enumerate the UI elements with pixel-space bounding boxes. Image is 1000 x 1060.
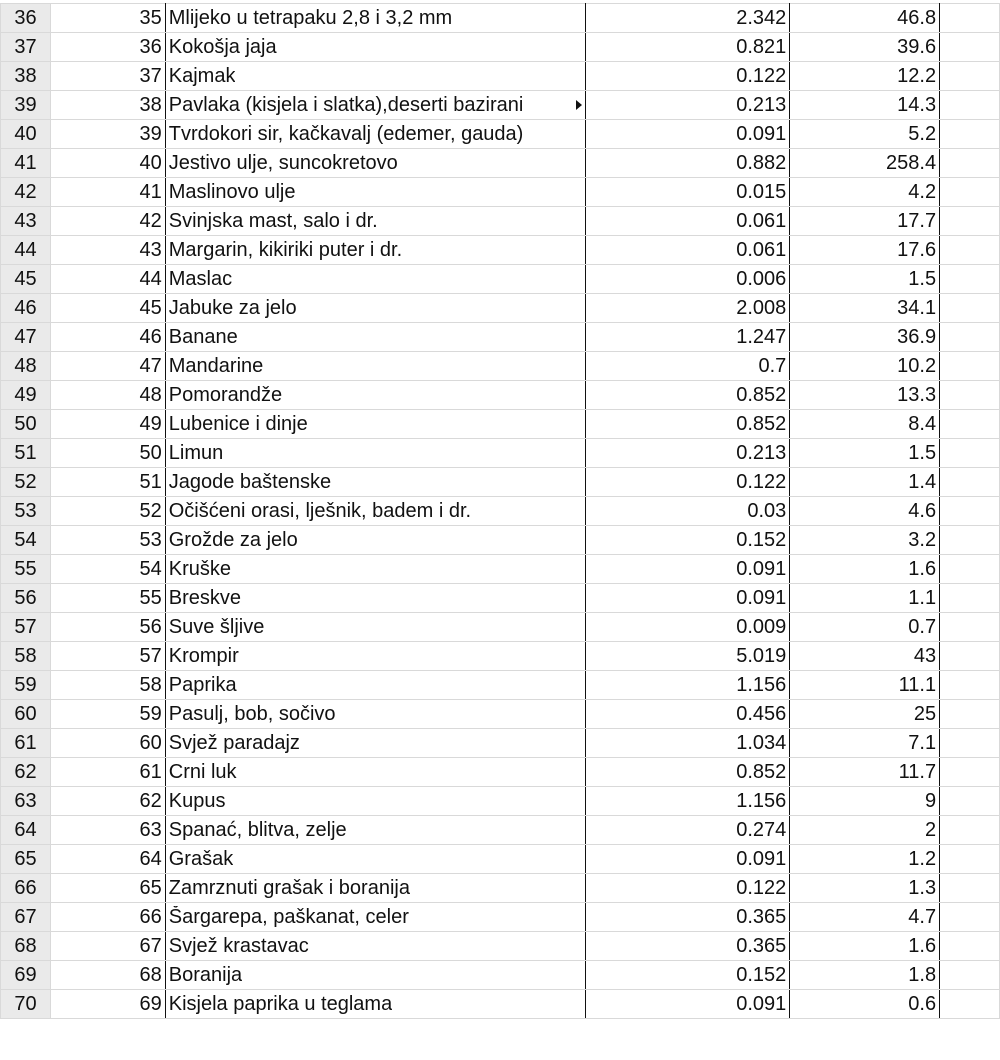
cell-quantity[interactable]: 0.365 [585,932,790,961]
cell-index[interactable]: 52 [50,497,165,526]
table-row [1,961,1000,990]
table-row [1,497,1000,526]
cell-value[interactable]: 5.2 [790,120,940,149]
table-row [1,990,1000,1019]
cell-quantity[interactable]: 0.852 [585,381,790,410]
cell-quantity[interactable]: 0.061 [585,207,790,236]
cell-empty[interactable] [940,932,1000,961]
row-header[interactable]: 70 [1,990,51,1019]
cell-value[interactable]: 10.2 [790,352,940,381]
cell-index[interactable]: 37 [50,62,165,91]
cell-index[interactable]: 46 [50,323,165,352]
cell-name[interactable] [165,149,585,178]
cell-name-text: Pavlaka (kisjela i slatka),deserti bazirani [168,93,524,116]
cell-index[interactable]: 44 [50,265,165,294]
cell-quantity[interactable]: 0.852 [585,410,790,439]
row-header[interactable]: 57 [1,613,51,642]
cell-empty[interactable] [940,584,1000,613]
cell-empty[interactable] [940,236,1000,265]
cell-index[interactable]: 61 [50,758,165,787]
cell-value[interactable]: 36.9 [790,323,940,352]
row-header[interactable]: 42 [1,178,51,207]
cell-value[interactable]: 1.6 [790,932,940,961]
cell-empty[interactable] [940,33,1000,62]
cell-quantity[interactable]: 0.091 [585,120,790,149]
cell-index[interactable]: 43 [50,236,165,265]
cell-empty[interactable] [940,410,1000,439]
cell-value[interactable]: 4.2 [790,178,940,207]
row-header[interactable]: 48 [1,352,51,381]
cell-value[interactable]: 1.4 [790,468,940,497]
cell-value[interactable]: 1.5 [790,439,940,468]
cell-quantity[interactable]: 0.091 [585,845,790,874]
table-row [1,381,1000,410]
cell-empty[interactable] [940,265,1000,294]
cell-quantity[interactable]: 0.152 [585,961,790,990]
cell-name-text: Mandarine [168,354,264,377]
row-header[interactable]: 54 [1,526,51,555]
cell-empty[interactable] [940,207,1000,236]
cell-index[interactable]: 39 [50,120,165,149]
cell-name-text: Jagode baštenske [168,470,332,493]
cell-empty[interactable] [940,120,1000,149]
cell-value[interactable]: 1.5 [790,265,940,294]
cell-name-text: Mlijeko u tetrapaku 2,8 i 3,2 mm [168,6,453,29]
cell-value[interactable]: 7.1 [790,729,940,758]
cell-value[interactable]: 34.1 [790,294,940,323]
cell-quantity[interactable]: 1.156 [585,671,790,700]
cell-name-text: Lubenice i dinje [168,412,308,435]
cell-value[interactable]: 3.2 [790,526,940,555]
cell-name[interactable] [165,990,585,1019]
cell-name[interactable] [165,178,585,207]
cell-name[interactable] [165,816,585,845]
row-header[interactable]: 43 [1,207,51,236]
cell-name[interactable] [165,265,585,294]
row-header[interactable]: 36 [1,4,51,33]
cell-quantity[interactable]: 0.122 [585,62,790,91]
cell-value[interactable]: 9 [790,787,940,816]
cell-empty[interactable] [940,758,1000,787]
table-row [1,613,1000,642]
row-header[interactable]: 47 [1,323,51,352]
cell-name-text: Suve šljive [168,615,265,638]
cell-name-text: Svinjska mast, salo i dr. [168,209,378,232]
cell-quantity[interactable]: 0.821 [585,33,790,62]
table-row [1,729,1000,758]
table-row [1,178,1000,207]
cell-index[interactable]: 67 [50,932,165,961]
cell-value[interactable]: 13.3 [790,381,940,410]
cell-name[interactable] [165,613,585,642]
cell-index[interactable]: 56 [50,613,165,642]
cell-name[interactable] [165,381,585,410]
cell-name[interactable] [165,91,585,120]
cell-index[interactable]: 59 [50,700,165,729]
cell-name-text: Jestivo ulje, suncokretovo [168,151,398,174]
table-row [1,845,1000,874]
cell-empty[interactable] [940,439,1000,468]
cell-empty[interactable] [940,526,1000,555]
row-header[interactable]: 46 [1,294,51,323]
row-header[interactable]: 59 [1,671,51,700]
cell-name-text: Krompir [168,644,239,667]
cell-name[interactable] [165,642,585,671]
table-row [1,816,1000,845]
cell-quantity[interactable]: 0.213 [585,91,790,120]
cell-empty[interactable] [940,497,1000,526]
cell-name[interactable] [165,62,585,91]
table-row [1,700,1000,729]
row-header[interactable]: 60 [1,700,51,729]
cell-empty[interactable] [940,845,1000,874]
cell-name-text: Očišćeni orasi, lješnik, badem i dr. [168,499,472,522]
cell-index[interactable]: 60 [50,729,165,758]
cell-empty[interactable] [940,700,1000,729]
cell-quantity[interactable]: 5.019 [585,642,790,671]
cell-value[interactable]: 0.7 [790,613,940,642]
cell-name[interactable] [165,294,585,323]
row-header[interactable]: 52 [1,468,51,497]
row-header[interactable]: 45 [1,265,51,294]
cell-value[interactable]: 39.6 [790,33,940,62]
table-row [1,91,1000,120]
cell-index[interactable]: 58 [50,671,165,700]
table-row [1,33,1000,62]
cell-quantity[interactable]: 0.091 [585,555,790,584]
cell-name-text: Maslac [168,267,233,290]
cell-name-text: Margarin, kikiriki puter i dr. [168,238,403,261]
cell-value[interactable]: 11.7 [790,758,940,787]
cell-quantity[interactable]: 0.882 [585,149,790,178]
cell-name[interactable] [165,671,585,700]
cell-index[interactable]: 36 [50,33,165,62]
cell-quantity[interactable]: 0.006 [585,265,790,294]
grid-body [1,4,1000,1019]
cell-quantity[interactable]: 1.156 [585,787,790,816]
row-header[interactable]: 53 [1,497,51,526]
table-row [1,120,1000,149]
cell-index[interactable]: 48 [50,381,165,410]
cell-value[interactable]: 4.6 [790,497,940,526]
cell-index[interactable]: 49 [50,410,165,439]
table-row [1,555,1000,584]
cell-value[interactable]: 43 [790,642,940,671]
cell-name-text: Pasulj, bob, sočivo [168,702,336,725]
cell-name[interactable] [165,555,585,584]
table-row [1,4,1000,33]
table-row [1,236,1000,265]
table-row [1,787,1000,816]
row-header[interactable]: 58 [1,642,51,671]
cell-name-text: Pomorandže [168,383,283,406]
cell-index[interactable]: 53 [50,526,165,555]
cell-name-text: Šargarepa, paškanat, celer [168,905,409,928]
cell-name-text: Limun [168,441,224,464]
text-overflow-arrow-icon [576,100,582,110]
cell-name[interactable] [165,758,585,787]
table-row [1,207,1000,236]
cell-value[interactable]: 258.4 [790,149,940,178]
table-row [1,526,1000,555]
row-header[interactable]: 69 [1,961,51,990]
cell-value[interactable]: 1.2 [790,845,940,874]
cell-empty[interactable] [940,961,1000,990]
table-row [1,62,1000,91]
cell-quantity[interactable]: 0.274 [585,816,790,845]
cell-name[interactable] [165,439,585,468]
cell-empty[interactable] [940,468,1000,497]
table-row [1,265,1000,294]
cell-value[interactable]: 1.8 [790,961,940,990]
cell-name-text: Svjež krastavac [168,934,309,957]
cell-empty[interactable] [940,323,1000,352]
table-row [1,410,1000,439]
cell-empty[interactable] [940,381,1000,410]
cell-empty[interactable] [940,874,1000,903]
cell-name[interactable] [165,526,585,555]
cell-empty[interactable] [940,729,1000,758]
cell-name[interactable] [165,468,585,497]
cell-name-text: Maslinovo ulje [168,180,296,203]
row-header[interactable]: 65 [1,845,51,874]
table-row [1,323,1000,352]
table-row [1,294,1000,323]
cell-empty[interactable] [940,671,1000,700]
table-row [1,352,1000,381]
row-header[interactable]: 67 [1,903,51,932]
cell-name-text: Grašak [168,847,234,870]
cell-index[interactable]: 50 [50,439,165,468]
cell-name-text: Kisjela paprika u teglama [168,992,393,1015]
cell-index[interactable]: 69 [50,990,165,1019]
cell-quantity[interactable]: 1.034 [585,729,790,758]
row-header[interactable]: 44 [1,236,51,265]
table-row [1,439,1000,468]
cell-index[interactable]: 47 [50,352,165,381]
table-row [1,642,1000,671]
cell-name-text: Banane [168,325,238,348]
cell-name-text: Jabuke za jelo [168,296,297,319]
row-header[interactable]: 49 [1,381,51,410]
cell-name[interactable] [165,352,585,381]
cell-name-text: Crni luk [168,760,237,783]
cell-empty[interactable] [940,613,1000,642]
cell-value[interactable]: 17.7 [790,207,940,236]
row-header[interactable]: 56 [1,584,51,613]
cell-empty[interactable] [940,816,1000,845]
cell-empty[interactable] [940,642,1000,671]
cell-name-text: Kajmak [168,64,236,87]
table-row [1,932,1000,961]
cell-name[interactable] [165,120,585,149]
cell-index[interactable]: 66 [50,903,165,932]
table-row [1,874,1000,903]
cell-index[interactable]: 42 [50,207,165,236]
row-header[interactable]: 40 [1,120,51,149]
cell-value[interactable]: 12.2 [790,62,940,91]
table-row [1,671,1000,700]
cell-value[interactable]: 1.3 [790,874,940,903]
cell-value[interactable]: 1.1 [790,584,940,613]
cell-quantity[interactable]: 0.122 [585,874,790,903]
cell-value[interactable]: 11.1 [790,671,940,700]
cell-quantity[interactable]: 1.247 [585,323,790,352]
row-header[interactable]: 66 [1,874,51,903]
cell-name[interactable] [165,874,585,903]
cell-name[interactable] [165,845,585,874]
cell-quantity[interactable]: 0.009 [585,613,790,642]
cell-quantity[interactable]: 0.091 [585,584,790,613]
cell-name-text: Kupus [168,789,226,812]
cell-empty[interactable] [940,787,1000,816]
row-header[interactable]: 68 [1,932,51,961]
cell-quantity[interactable]: 0.03 [585,497,790,526]
cell-name[interactable] [165,497,585,526]
cell-name[interactable] [165,33,585,62]
row-header[interactable]: 38 [1,62,51,91]
cell-index[interactable]: 54 [50,555,165,584]
cell-index[interactable]: 62 [50,787,165,816]
cell-empty[interactable] [940,149,1000,178]
row-header[interactable]: 51 [1,439,51,468]
cell-value[interactable]: 0.6 [790,990,940,1019]
cell-quantity[interactable]: 0.213 [585,439,790,468]
cell-value[interactable]: 25 [790,700,940,729]
cell-value[interactable]: 46.8 [790,4,940,33]
cell-quantity[interactable]: 0.061 [585,236,790,265]
cell-index[interactable]: 45 [50,294,165,323]
cell-name-text: Grožde za jelo [168,528,298,551]
row-header[interactable]: 41 [1,149,51,178]
cell-quantity[interactable]: 0.015 [585,178,790,207]
cell-index[interactable]: 68 [50,961,165,990]
cell-quantity[interactable]: 0.365 [585,903,790,932]
cell-name-text: Boranija [168,963,243,986]
table-row [1,758,1000,787]
cell-quantity[interactable]: 2.008 [585,294,790,323]
row-header[interactable]: 50 [1,410,51,439]
cell-index[interactable]: 35 [50,4,165,33]
cell-empty[interactable] [940,990,1000,1019]
cell-index[interactable]: 55 [50,584,165,613]
cell-index[interactable]: 38 [50,91,165,120]
cell-index[interactable]: 51 [50,468,165,497]
cell-name-text: Zamrznuti grašak i boranija [168,876,410,899]
cell-empty[interactable] [940,62,1000,91]
cell-index[interactable]: 63 [50,816,165,845]
cell-name-text: Tvrdokori sir, kačkavalj (edemer, gauda) [168,122,524,145]
cell-index[interactable]: 57 [50,642,165,671]
cell-index[interactable]: 41 [50,178,165,207]
row-header[interactable]: 55 [1,555,51,584]
cell-empty[interactable] [940,294,1000,323]
cell-name[interactable] [165,729,585,758]
cell-index[interactable]: 64 [50,845,165,874]
table-row [1,584,1000,613]
cell-quantity[interactable]: 0.091 [585,990,790,1019]
cell-name[interactable] [165,4,585,33]
cell-value[interactable]: 8.4 [790,410,940,439]
cell-quantity[interactable]: 0.456 [585,700,790,729]
cell-name-text: Svjež paradajz [168,731,300,754]
row-header[interactable]: 64 [1,816,51,845]
cell-name[interactable] [165,932,585,961]
cell-name-text: Spanać, blitva, zelje [168,818,347,841]
cell-name-text: Kruške [168,557,231,580]
cell-name-text: Breskve [168,586,241,609]
cell-name-text: Kokošja jaja [168,35,277,58]
row-header[interactable]: 63 [1,787,51,816]
cell-index[interactable]: 40 [50,149,165,178]
cell-empty[interactable] [940,4,1000,33]
table-row [1,468,1000,497]
cell-name[interactable] [165,584,585,613]
cell-value[interactable]: 17.6 [790,236,940,265]
cell-name[interactable] [165,700,585,729]
cell-quantity[interactable]: 0.152 [585,526,790,555]
cell-name[interactable] [165,903,585,932]
cell-empty[interactable] [940,555,1000,584]
cell-quantity[interactable]: 0.122 [585,468,790,497]
cell-name[interactable] [165,787,585,816]
cell-name[interactable] [165,410,585,439]
row-header[interactable]: 37 [1,33,51,62]
row-header[interactable]: 62 [1,758,51,787]
cell-name[interactable] [165,961,585,990]
cell-index[interactable]: 65 [50,874,165,903]
cell-name-text: Paprika [168,673,237,696]
cell-value[interactable]: 4.7 [790,903,940,932]
cell-name[interactable] [165,207,585,236]
cell-quantity[interactable]: 0.852 [585,758,790,787]
cell-value[interactable]: 2 [790,816,940,845]
cell-empty[interactable] [940,91,1000,120]
cell-name[interactable] [165,323,585,352]
cell-empty[interactable] [940,903,1000,932]
table-row [1,903,1000,932]
cell-quantity[interactable]: 0.7 [585,352,790,381]
cell-quantity[interactable]: 2.342 [585,4,790,33]
cell-empty[interactable] [940,178,1000,207]
table-row [1,149,1000,178]
cell-value[interactable]: 1.6 [790,555,940,584]
data-grid [0,3,1000,1019]
cell-name[interactable] [165,236,585,265]
row-header[interactable]: 61 [1,729,51,758]
row-header[interactable]: 39 [1,91,51,120]
cell-value[interactable]: 14.3 [790,91,940,120]
cell-empty[interactable] [940,352,1000,381]
